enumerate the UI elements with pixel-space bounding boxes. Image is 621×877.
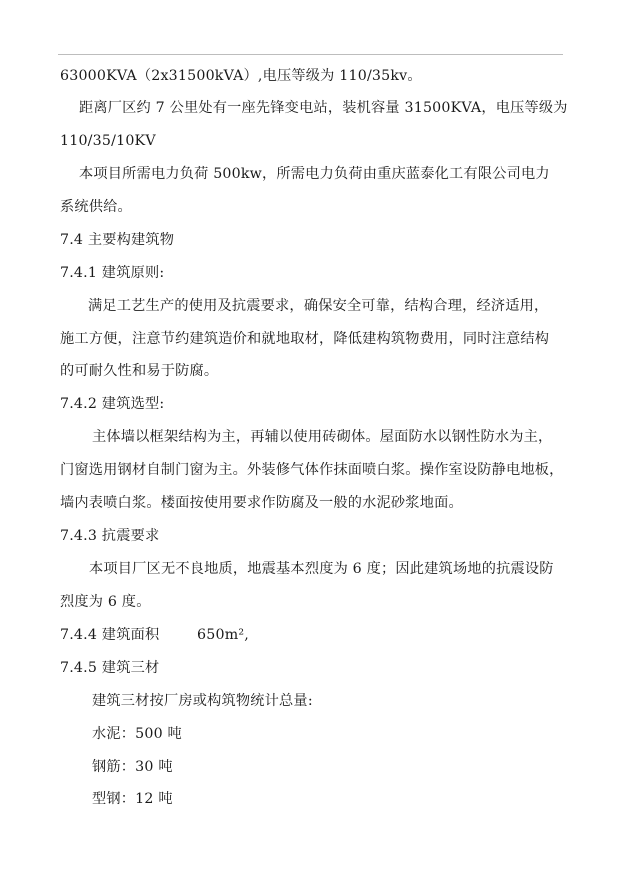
text-line: 墙内表喷白浆。楼面按使用要求作防腐及一般的水泥砂浆地面。 — [60, 495, 463, 511]
header-rule — [58, 54, 563, 55]
text-line: 施工方便，注意节约建筑造价和就地取材，降低建构筑物费用，同时注意结构 — [60, 331, 550, 347]
text-line: 烈度为 6 度。 — [60, 594, 151, 610]
text-line: 110/35/10KV — [60, 133, 156, 149]
text-line: 本项目厂区无不良地质，地震基本烈度为 6 度；因此建筑场地的抗震设防 — [89, 561, 554, 577]
text-line: 的可耐久性和易于防腐。 — [60, 363, 219, 379]
subsection-heading: 7.4.1 建筑原则: — [60, 265, 165, 281]
text-line: 距离厂区约 7 公里处有一座先锋变电站，装机容量 31500KVA，电压等级为 — [79, 100, 568, 116]
text-line: 系统供给。 — [60, 199, 132, 215]
list-item: 水泥：500 吨 — [92, 726, 182, 742]
text-line: 本项目所需电力负荷 500kw，所需电力负荷由重庆蓝泰化工有限公司电力 — [79, 166, 550, 182]
subsection-heading: 7.4.2 建筑选型: — [60, 396, 165, 412]
section-heading: 7.4 主要构建筑物 — [60, 232, 175, 248]
list-item: 钢筋：30 吨 — [92, 759, 173, 775]
text-line: 主体墙以框架结构为主，再辅以使用砖砌体。屋面防水以钢性防水为主， — [92, 429, 553, 445]
text-line: 满足工艺生产的使用及抗震要求，确保安全可靠，结构合理，经济适用， — [88, 298, 549, 314]
text-line: 建筑三材按厂房或构筑物统计总量: — [92, 693, 313, 709]
text-line: 门窗选用钢材自制门窗为主。外装修气体作抹面喷白浆。操作室设防静电地板， — [60, 462, 564, 478]
subsection-heading: 7.4.3 抗震要求 — [60, 528, 160, 544]
list-item: 型钢：12 吨 — [92, 791, 173, 807]
subsection-heading: 7.4.5 建筑三材 — [60, 660, 160, 676]
text-line: 63000KVA（2x31500kVA）,电压等级为 110/35kv。 — [60, 68, 422, 84]
subsection-heading: 7.4.4 建筑面积 650m², — [60, 627, 249, 643]
